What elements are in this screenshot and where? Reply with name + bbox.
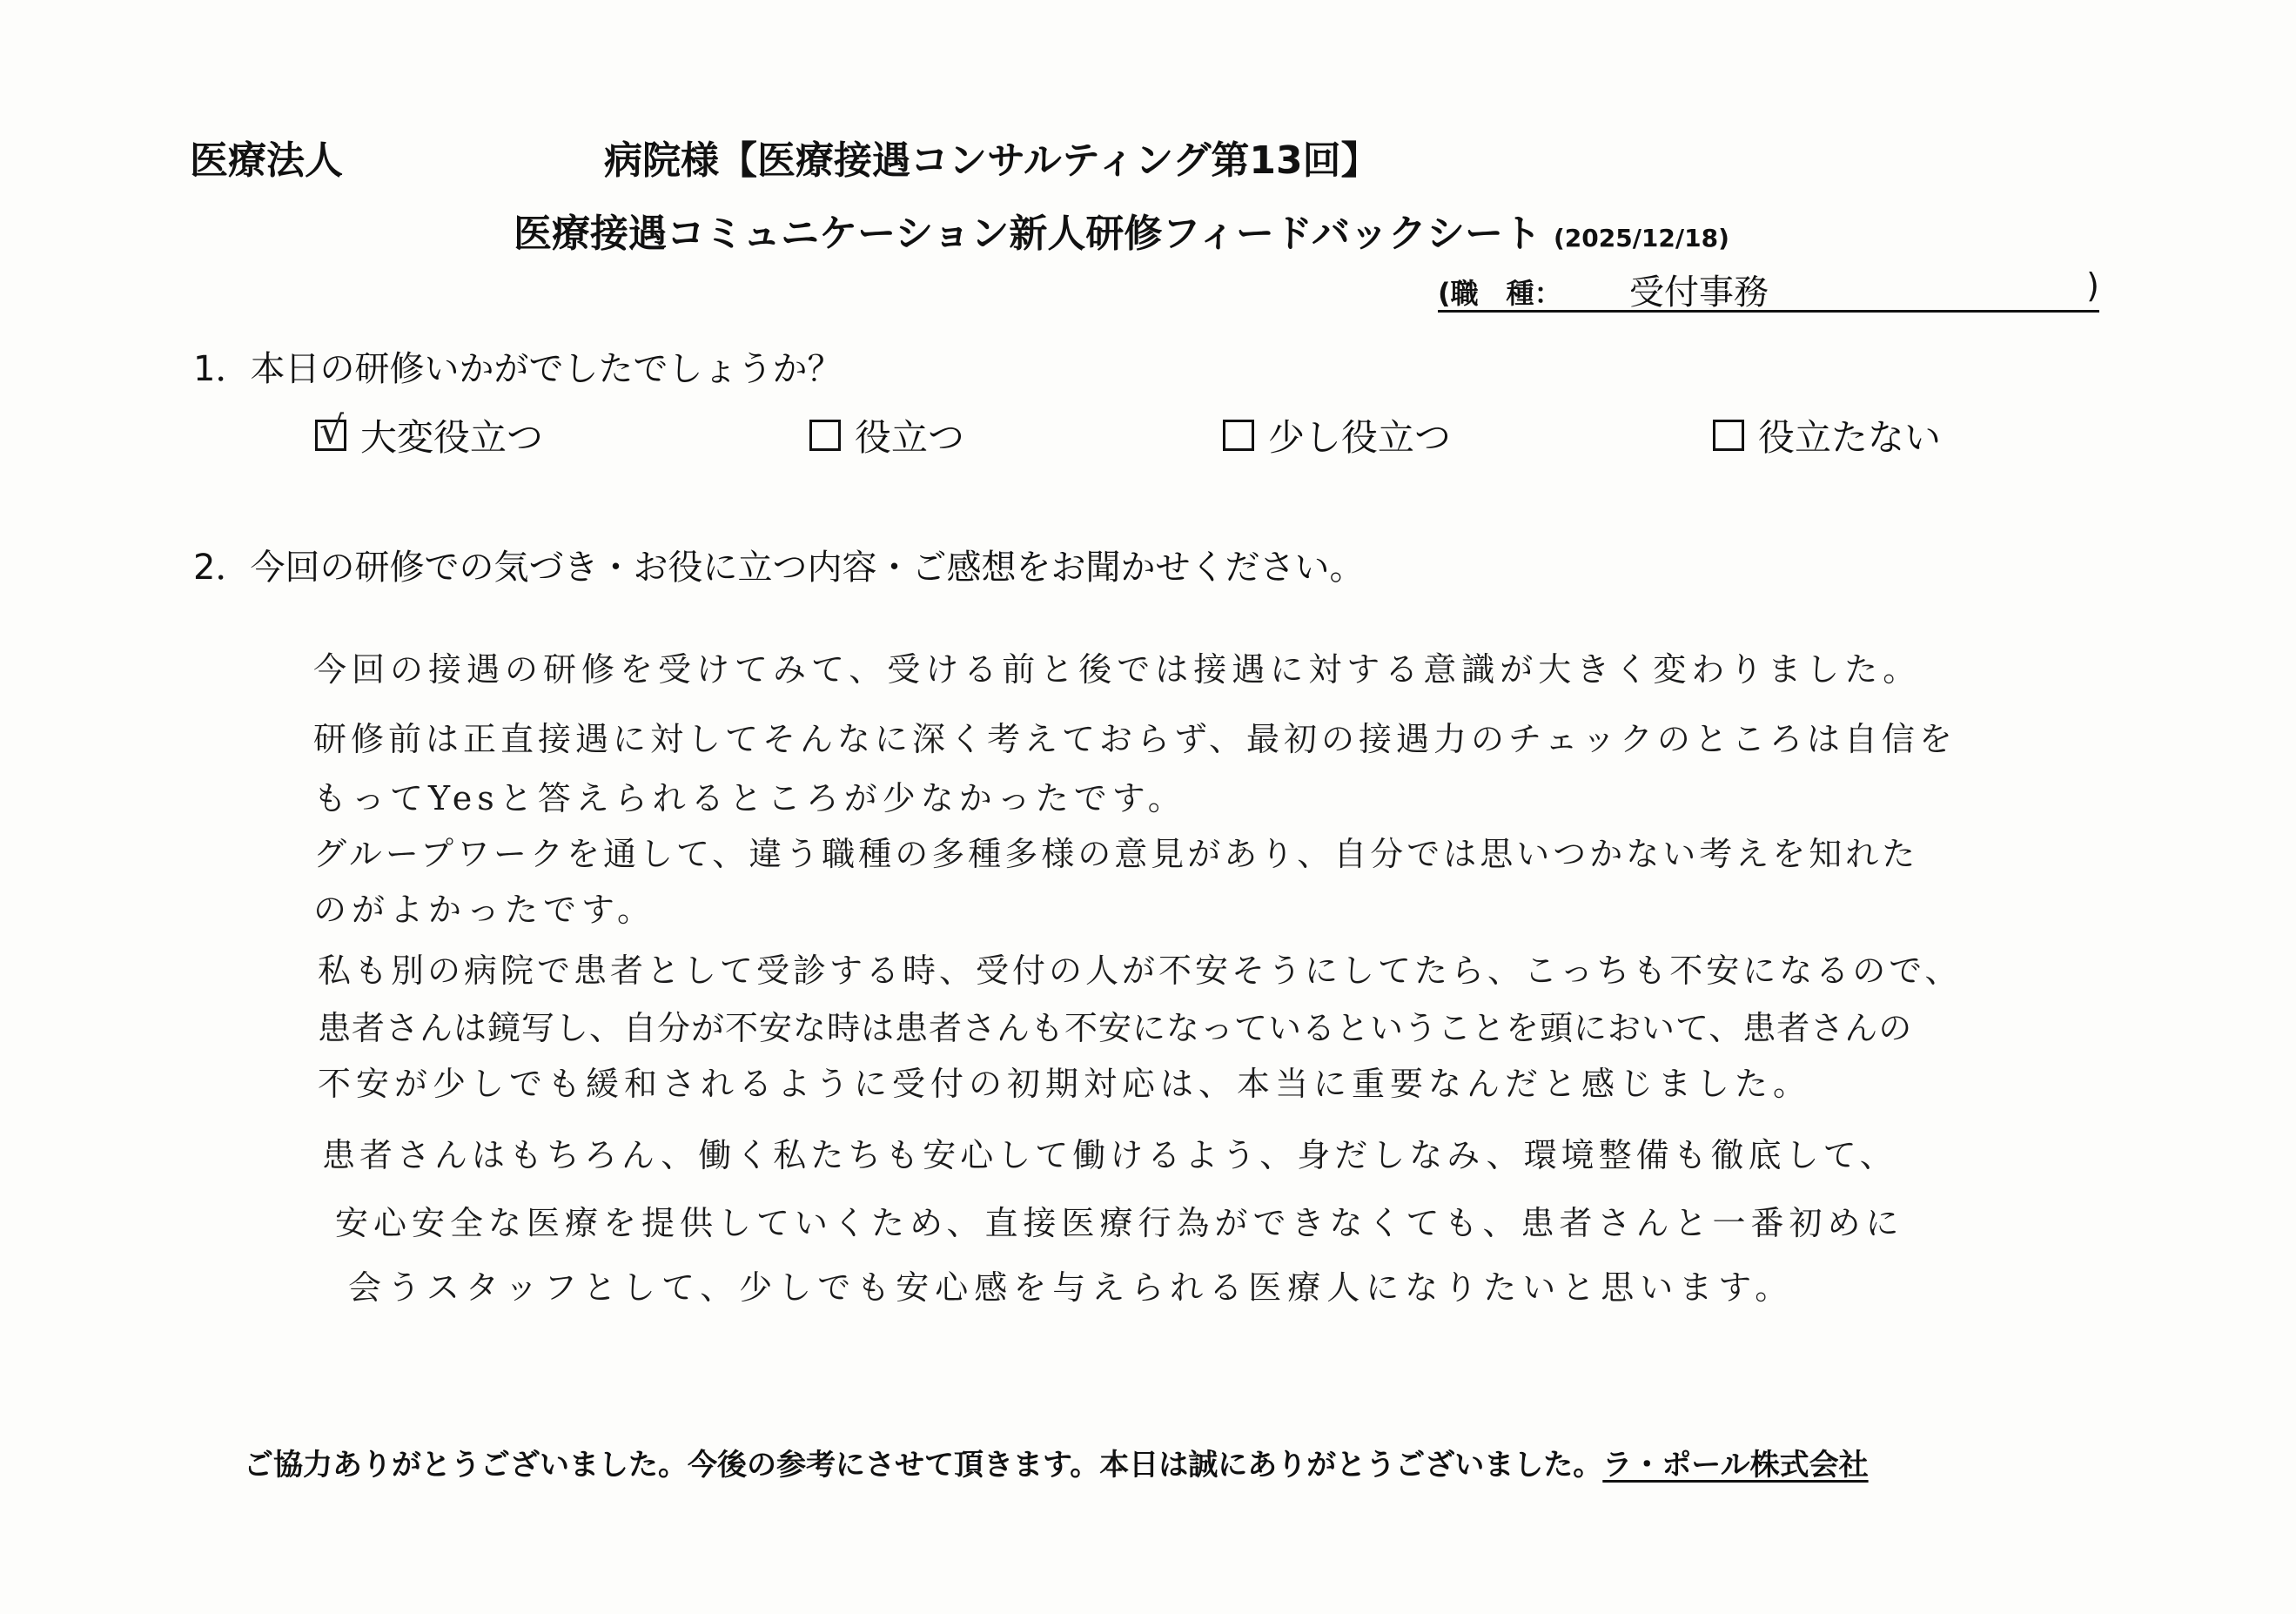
footer xyxy=(244,1441,1869,1483)
question-2: 2．今回の研修での気づき・お役に立つ内容・ご感想をお聞かせください。 xyxy=(193,548,1365,588)
checkbox[interactable] xyxy=(1713,420,1744,451)
sheet-date: (2025/12/18) xyxy=(1553,224,1729,252)
answer-line: 会うスタッフとして、少しでも安心感を与えられる医療人になりたいと思います。 xyxy=(348,1268,1795,1307)
option-label: 役立たない xyxy=(1758,416,1942,459)
job-type-label: (職 種： xyxy=(1438,277,1562,310)
answer-line: 不安が少しでも緩和されるように受付の初期対応は、本当に重要なんだと感じました。 xyxy=(318,1065,1812,1103)
job-type-close: ) xyxy=(2086,266,2099,305)
answer-line: もってYesと答えられるところが少なかったです。 xyxy=(313,779,1186,817)
hospital-suffix: 病院様【医療接遇コンサルティング第13回】 xyxy=(604,138,1380,183)
answer-line: 今回の接遇の研修を受けてみて、受ける前と後では接遇に対する意識が大きく変わりました。 xyxy=(313,650,1922,689)
answer-line: 私も別の病院で患者として受診する時、受付の人が不安そうにしてたら、こっちも不安になるので、 xyxy=(318,952,1962,990)
question-1: 1．本日の研修いかがでしたでしょうか？ xyxy=(193,349,843,389)
checkbox[interactable] xyxy=(1223,420,1254,451)
checkbox[interactable] xyxy=(809,420,841,451)
answer-line: のがよかったです。 xyxy=(313,891,655,929)
org-prefix: 医療法人 xyxy=(190,138,343,183)
option-useful[interactable] xyxy=(809,409,964,461)
checkbox-checked[interactable] xyxy=(315,408,346,453)
job-type-value: 受付事務 xyxy=(1629,272,1769,313)
answer-line: グループワークを通して、違う職種の多種多様の意見があり、自分では思いつかない考えを知れた xyxy=(313,835,1919,873)
option-label: 大変役立つ xyxy=(360,416,544,459)
check-mark-icon: √ xyxy=(319,408,345,453)
option-somewhat-useful[interactable] xyxy=(1223,409,1451,461)
answer-line: 研修前は正直接遇に対してそんなに深く考えておらず、最初の接遇力のチェックのところは自信を xyxy=(313,720,1957,758)
header-line-1 xyxy=(190,129,1380,185)
answer-line: 安心安全な医療を提供していくため、直接医療行為ができなくても、患者さんと一番初めに xyxy=(335,1204,1904,1242)
job-type-field xyxy=(1438,266,2099,313)
answer-line: 患者さんは鏡写し、自分が不安な時は患者さんも不安になっているということを頭において、患者さんの xyxy=(318,1009,1913,1047)
answer-line: 患者さんはもちろん、働く私たちも安心して働けるよう、身だしなみ、環境整備も徹底して、 xyxy=(322,1136,1897,1174)
footer-thanks: ご協力ありがとうございました。今後の参考にさせて頂きます。本日は誠にありがとうございました。 xyxy=(244,1448,1603,1483)
option-label: 役立つ xyxy=(855,416,965,459)
company-name: ラ・ポール株式会社 xyxy=(1602,1448,1869,1483)
sheet-title: 医療接遇コミュニケーション新人研修フィードバックシート xyxy=(514,212,1541,256)
option-very-useful[interactable] xyxy=(315,409,543,461)
option-label: 少し役立つ xyxy=(1268,416,1452,459)
sheet-title-row xyxy=(514,202,1729,258)
option-not-useful[interactable] xyxy=(1713,409,1941,461)
